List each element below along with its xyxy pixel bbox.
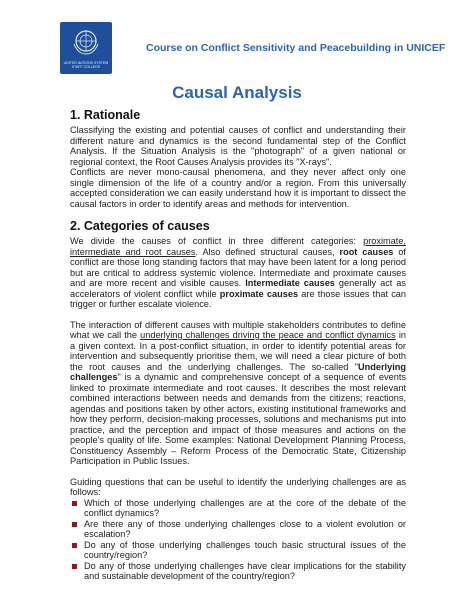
page-header: [60, 22, 446, 74]
document-body: [70, 108, 406, 582]
bullet-square-icon: [72, 543, 77, 548]
list-item: Which of those underlying challenges are at the core of the debate of the conflict dynamics?: [70, 498, 406, 519]
guiding-questions-list: [70, 498, 406, 582]
rationale-paragraph-1: Classifying the existing and potential causes of conflict and understanding their different nature and dynamics is the second fundamental step of the Conflict Analysis. If the Situation Analysis is the "photograph" of a given national or regional context, the Root Causes Analysis provides its "X-rays".: [70, 125, 406, 167]
categories-paragraph-2: The interaction of different causes with multiple stakeholders contributes to define what we call the underlying challenges driving the peace and conflict dynamics in a given context. In a post-conflict situation, in order to identify potential areas for intervention and subsequently prioritise them, we will need a clear picture of both the root causes and the underlying challenges. The so-called "Underlying challenges" is a dynamic and comprehensive concept of a sequence of events linked to proximate intermediate and root causes. It describes the most relevant combined interactions between needs and demands from the citizens; reactions, agendas and positions taken by other actors, existing institutional frameworks and how they perform, decision-making processes, solutions and mechanisms put into practice, and the perception and impact of those measures and actions on the people's quality of life. Some examples: National Development Planning Process, Constituency Assembly – Reform Process of the Democratic State, Citizenship Participation in Public Issues.: [70, 319, 406, 466]
course-title: Course on Conflict Sensitivity and Peacebuilding in UNICEF: [146, 42, 446, 54]
categories-paragraph-1: We divide the causes of conflict in three different categories: proximate, intermediate and root causes. Also defined structural causes, root causes of conflict are those long standing factors that may have been latent for a long period but are critical to address systemic violence. Intermediate and proximate causes and are more recent and visible causes. Intermediate causes generally act as accelerators of violent conflict while proximate causes are those issues that can trigger or further escalate violence.: [70, 236, 407, 309]
document-title: Causal Analysis: [172, 83, 302, 102]
bullet-square-icon: [72, 564, 77, 569]
section-heading-rationale: 1. Rationale: [70, 108, 141, 122]
un-emblem-icon: [71, 28, 101, 56]
bullet-square-icon: [72, 501, 77, 506]
list-item: Do any of those underlying challenges have clear implications for the stability and sustainable development of the country/region?: [70, 561, 406, 582]
rationale-paragraph-2: Conflicts are never mono-causal phenomena, and they never affect only one single dimension of the life of a country and/or a region. From this universally accepted consideration we can easily understand how it is important to dissect the causal factors in order to identify areas and methods for intervention.: [70, 167, 406, 209]
guiding-questions-intro: Guiding questions that can be useful to identify the underlying challenges are as follows:: [70, 476, 406, 497]
list-item: Do any of those underlying challenges touch basic structural issues of the country/region?: [70, 540, 406, 561]
un-system-staff-college-logo: [60, 22, 112, 74]
bullet-square-icon: [72, 522, 77, 527]
logo-text: UNITED NATIONS SYSTEM STAFF COLLEGE: [63, 61, 109, 69]
list-item: Are there any of those underlying challenges close to a violent evolution or escalation?: [70, 519, 406, 540]
section-heading-categories: 2. Categories of causes: [70, 219, 210, 233]
